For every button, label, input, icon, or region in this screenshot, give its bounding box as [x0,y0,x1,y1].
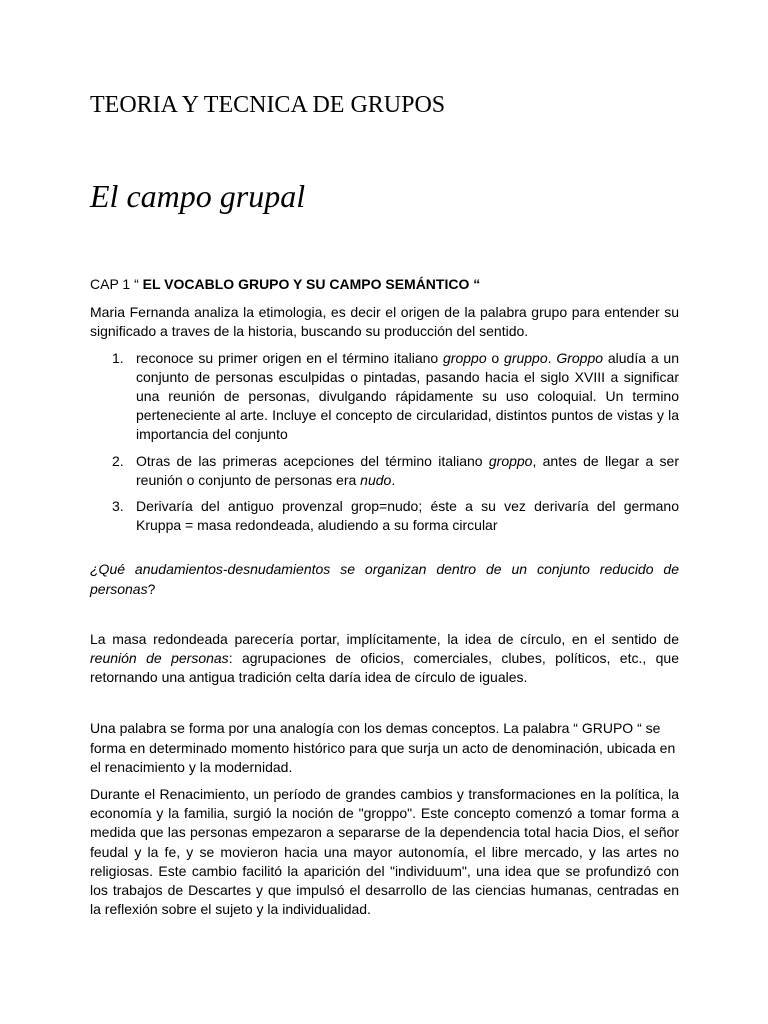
list-text: , antes de llegar a ser reunión o conjunto de personas era [136,452,680,488]
question-text: ¿Qué anudamientos-desnudamientos se organizan dentro de un conjunto reducido de personas [90,561,679,597]
list-item [90,349,679,445]
document-body [90,275,679,919]
list-text-italic: Groppo [556,349,604,366]
list-text-italic: gruppo [504,349,548,366]
list-text: reconoce su primer origen en el término italiano [136,349,444,366]
list-text-italic: groppo [443,349,487,366]
chapter-title: EL VOCABLO GRUPO Y SU CAMPO SEMÁNTICO “ [142,276,481,292]
list-item [90,497,679,535]
intro-paragraph: Maria Fernanda analiza la etimologia, es decir el origen de la palabra grupo para entender su significado a traves de la historia, buscando su producción del sentido. [90,304,679,340]
list-item [90,452,679,490]
masa-paragraph [90,630,679,688]
list-text: Otras de las primeras acepciones del término italiano [136,452,489,469]
list-text: . [547,349,557,366]
paragraph-text: : agrupaciones de oficios, comerciales, clubes, políticos, etc., que retornando una antigua tradición celta daría idea de círculo de iguales. [90,650,679,686]
question-paragraph [90,560,679,598]
list-text: . [391,471,396,488]
list-number: 1. [112,349,124,366]
list-text: aludía a un conjunto de personas esculpidas o pintadas, pasando hacia el siglo XVIII a significar una reunión de personas, divulgando rápidamente su uso coloquial. Un termino perteneciente al arte. Incluye el concepto de circularidad, distintos puntos de vistas y la importancia del conjunto [136,349,679,443]
renacimiento-paragraph: Durante el Renacimiento, un período de grandes cambios y transformaciones en la política, la economía y la familia, surgió la noción de "groppo". Este concepto comenzó a tomar forma a medida que las personas empezaron a separarse de la dependencia total hacia Dios, el señor feudal y la fe, y se movieron hacia una mayor autonomía, el libre mercado, y las artes no religiosas. Este cambio facilitó la aparición del "individuum", una idea que se profundizó con los trabajos de Descartes y que impulsó el desarrollo de las ciencias humanas, centradas en la reflexión sobre el sujeto y la individualidad. [90,786,679,918]
list-number: 2. [112,452,124,469]
chapter-prefix: CAP 1 “ [90,276,143,292]
chapter-heading [90,275,679,294]
list-number: 3. [112,498,124,515]
list-text: Derivaría del antiguo provenzal grop=nudo; éste a su vez derivaría del germano Kruppa = masa redondeada, aludiendo a su forma circular [136,498,679,534]
etymology-list [90,349,679,536]
question-mark: ? [147,580,156,597]
paragraph-text: La masa redondeada parecería portar, implícitamente, la idea de círculo, en el sentido de [90,630,679,647]
list-text-italic: groppo [488,452,533,469]
document-subtitle: El campo grupal [90,178,306,214]
document-title: TEORIA Y TECNICA DE GRUPOS [90,92,446,118]
palabra-paragraph: Una palabra se forma por una analogía con los demas conceptos. La palabra “ GRUPO “ se forma en determinado momento histórico para que surja un acto de denominación, ubicada en el renacimiento y la modernidad. [90,720,676,775]
paragraph-text-italic: reunión de personas [90,650,229,667]
list-text-italic: nudo [360,471,392,488]
list-text: o [486,349,505,366]
